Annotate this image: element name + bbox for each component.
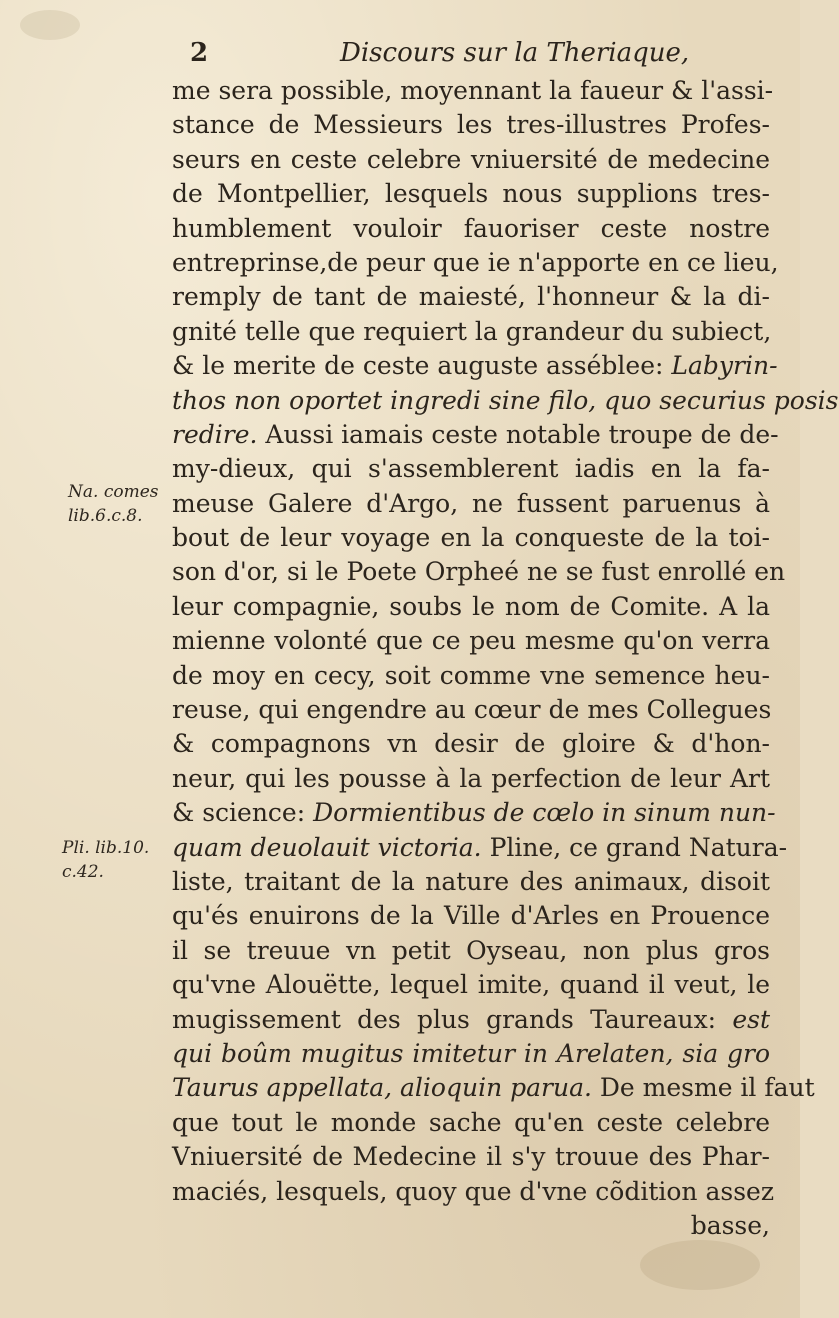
text-segment: seurs en ceste celebre vniuersité de medecine — [172, 144, 770, 174]
text-line — [172, 831, 788, 865]
text-line — [172, 624, 770, 658]
text-segment: il se treuue vn petit Oyseau, non plus gros — [172, 935, 770, 965]
text-segment: mugissement des plus grands Taureaux: — [172, 1004, 733, 1034]
text-segment: & science: — [172, 798, 314, 828]
text-line — [172, 418, 779, 452]
text-line — [172, 74, 774, 108]
text-segment: humblement vouloir fauoriser ceste nostre — [172, 213, 770, 243]
text-line — [172, 108, 770, 142]
text-segment: meuse Galere d'Argo, ne fussent paruenus à — [172, 488, 770, 518]
text-line — [172, 177, 770, 211]
italic-text: qui boûm mugitus imitetur in Arelaten, sia gro — [172, 1038, 770, 1068]
text-segment: bout de leur voyage en la conqueste de la toi- — [172, 523, 770, 553]
text-line — [172, 693, 770, 727]
text-line — [172, 590, 770, 624]
text-line — [172, 1003, 770, 1037]
italic-text: thos non oportet ingredi sine filo, quo securius posis — [172, 385, 839, 415]
italic-text: Dormientibus de cœlo in sinum nun- — [313, 798, 776, 828]
stain — [640, 1240, 760, 1290]
text-segment: & compagnons vn desir de gloire & d'hon- — [172, 729, 770, 759]
page-header — [190, 38, 750, 74]
text-line — [172, 659, 770, 693]
text-line — [172, 384, 839, 418]
text-line — [172, 934, 770, 968]
text-segment: son d'or, si le Poete Orpheé ne se fust enrollé en — [172, 557, 786, 587]
text-line — [172, 452, 770, 486]
text-line — [172, 555, 786, 589]
text-line — [172, 1140, 770, 1174]
text-line — [172, 280, 770, 314]
text-segment: remply de tant de maiesté, l'honneur & la di- — [172, 282, 770, 312]
text-segment: & le merite de ceste auguste asséblee: — [172, 351, 672, 381]
text-segment: my-dieux, qui s'assemblerent iadis en la fa- — [172, 454, 770, 484]
text-line — [172, 1071, 815, 1105]
text-segment: Pline, ce grand Natura- — [481, 832, 788, 862]
text-line — [172, 1209, 770, 1243]
text-segment: que tout le monde sache qu'en ceste celebre — [172, 1107, 770, 1137]
text-segment: basse, — [690, 1210, 770, 1240]
text-line — [172, 1037, 770, 1071]
page-number: 2 — [190, 38, 209, 68]
text-segment: stance de Messieurs les tres-illustres Profes- — [172, 110, 770, 140]
text-line — [172, 487, 770, 521]
text-line — [172, 315, 770, 349]
text-segment: qu'vne Alouëtte, lequel imite, quand il veut, le — [172, 970, 770, 1000]
italic-text: Labyrin- — [671, 351, 778, 381]
margin-note-line: c.42. — [62, 862, 104, 882]
text-line — [172, 1106, 770, 1140]
text-segment: De mesme il faut — [591, 1073, 815, 1103]
margin-note-pliny — [62, 836, 149, 884]
text-segment: gnité telle que requiert la grandeur du subiect, — [172, 316, 772, 346]
text-segment: de Montpellier, lesquels nous supplions tres- — [172, 179, 770, 209]
text-segment: reuse, qui engendre au cœur de mes Collegues — [172, 695, 772, 725]
text-line — [172, 727, 770, 761]
text-segment: Vniuersité de Medecine il s'y trouue des Phar- — [172, 1142, 770, 1172]
italic-text: Taurus appellata, alioquin parua. — [172, 1073, 592, 1103]
text-line — [172, 899, 770, 933]
text-line — [172, 349, 778, 383]
text-line — [172, 865, 770, 899]
italic-text: quam deuolauit victoria. — [172, 832, 482, 862]
margin-note-line: Pli. lib.10. — [62, 838, 150, 858]
text-segment: Aussi iamais ceste notable troupe de de- — [257, 419, 779, 449]
text-segment: me sera possible, moyennant la faueur & l'assi- — [172, 76, 774, 105]
text-line — [172, 143, 770, 177]
stain — [20, 10, 80, 40]
text-segment: leur compagnie, soubs le nom de Comite. A la — [172, 591, 770, 621]
margin-note-natale-comes — [68, 480, 158, 528]
text-segment: neur, qui les pousse à la perfection de leur Art — [172, 763, 770, 793]
text-line — [172, 521, 770, 555]
text-segment: entreprinse,de peur que ie n'apporte en ce lieu, — [172, 247, 779, 277]
text-line — [172, 246, 779, 280]
italic-text: est — [732, 1004, 770, 1034]
text-segment: de moy en cecy, soit comme vne semence heu- — [172, 660, 770, 690]
text-segment: mienne volonté que ce peu mesme qu'on verra — [172, 626, 770, 656]
text-line — [172, 796, 776, 830]
text-segment: maciés, lesquels, quoy que d'vne cõdition assez — [172, 1176, 775, 1206]
running-title: Discours sur la Theriaque, — [340, 38, 690, 68]
text-segment: liste, traitant de la nature des animaux, disoit — [172, 866, 770, 896]
text-segment: qu'és enuirons de la Ville d'Arles en Prouence — [172, 901, 770, 931]
text-line — [172, 1175, 775, 1209]
margin-note-line: Na. comes — [68, 482, 159, 502]
text-line — [172, 968, 770, 1002]
margin-note-line: lib.6.c.8. — [68, 506, 143, 526]
italic-text: redire. — [172, 419, 258, 449]
text-line — [172, 212, 770, 246]
text-line — [172, 762, 770, 796]
body-text — [172, 74, 839, 1243]
